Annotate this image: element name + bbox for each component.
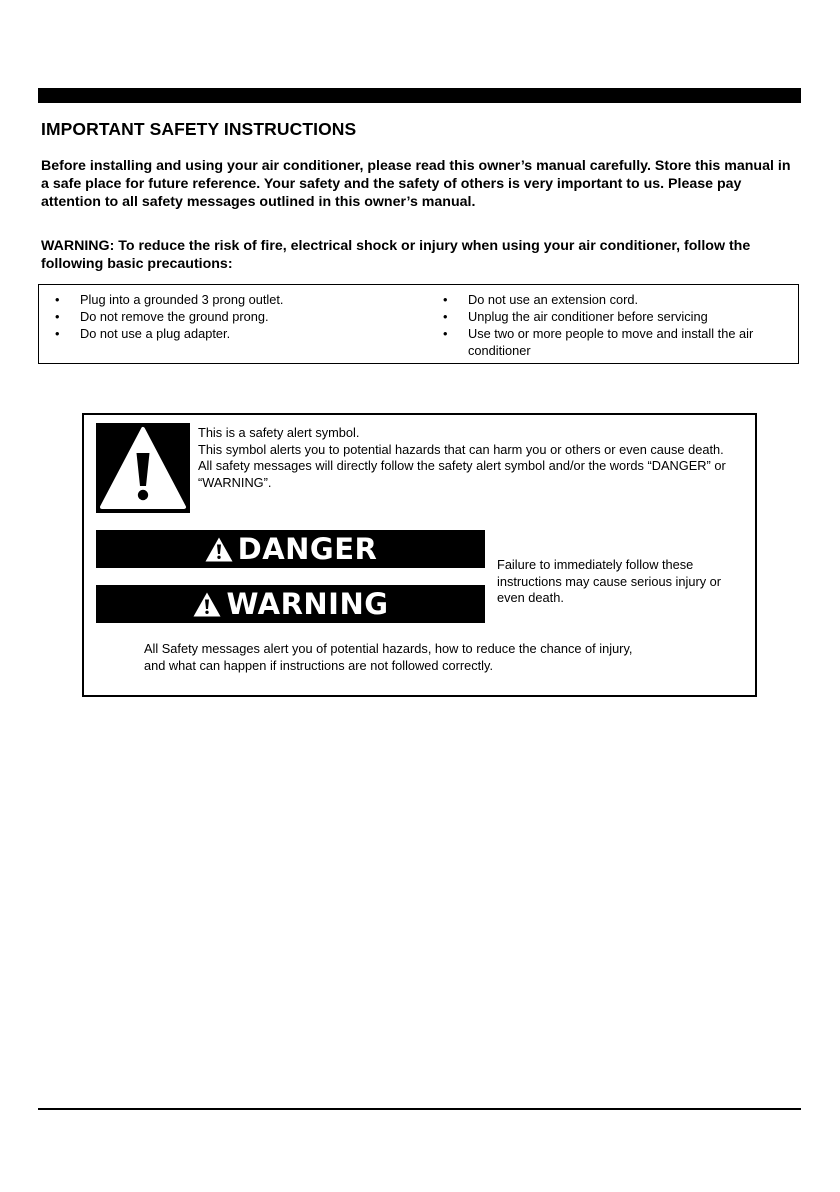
safety-alert-box: [82, 413, 757, 697]
alert-line: All safety messages will directly follow the safety alert symbol and/or the words “DANGER” or “WARNING”.: [198, 458, 726, 490]
precaution-item: • Do not use an extension cord.: [443, 291, 793, 308]
alert-line: This symbol alerts you to potential hazards that can harm you or others or even cause death.: [198, 441, 724, 457]
danger-label: DANGER: [237, 531, 378, 566]
danger-alert-icon: [204, 536, 234, 563]
footer-line: All Safety messages alert you of potential hazards, how to reduce the chance of injury,: [144, 641, 633, 656]
failure-consequence-text: Failure to immediately follow these instructions may cause serious injury or even death.: [497, 557, 722, 605]
alert-footer-text: [144, 641, 744, 674]
alert-line: This is a safety alert symbol.: [198, 425, 360, 440]
intro-paragraph: Before installing and using your air conditioner, please read this owner’s manual carefully. Store this manual in a safe place for future reference. Your safety and the safety of others is very important to us. Please pay attention to all safety messages outlined in this owner’s manual.: [41, 158, 791, 210]
precaution-item: • Do not remove the ground prong.: [55, 308, 405, 325]
alert-description: [198, 425, 748, 491]
warning-banner: [96, 585, 485, 623]
danger-banner: [96, 530, 485, 568]
precaution-item: • Unplug the air conditioner before servicing: [443, 308, 793, 325]
precaution-item: • Do not use a plug adapter.: [55, 325, 405, 342]
precautions-list-right: [443, 291, 793, 359]
precaution-item: • Plug into a grounded 3 prong outlet.: [55, 291, 405, 308]
page-title: IMPORTANT SAFETY INSTRUCTIONS: [41, 119, 357, 139]
safety-alert-triangle-icon: [96, 423, 190, 513]
header-bar: [38, 88, 801, 103]
warning-label: WARNING: [226, 586, 389, 621]
warning-alert-icon: [192, 591, 222, 618]
footer-rule: [38, 1108, 801, 1110]
footer-line: and what can happen if instructions are not followed correctly.: [144, 657, 494, 673]
precautions-box: [38, 284, 799, 364]
warning-paragraph: WARNING: To reduce the risk of fire, electrical shock or injury when using your air conditioner, follow the following basic precautions:: [41, 238, 751, 272]
precautions-list-left: [55, 291, 405, 342]
precaution-item: • Use two or more people to move and install the air conditioner: [443, 325, 793, 359]
